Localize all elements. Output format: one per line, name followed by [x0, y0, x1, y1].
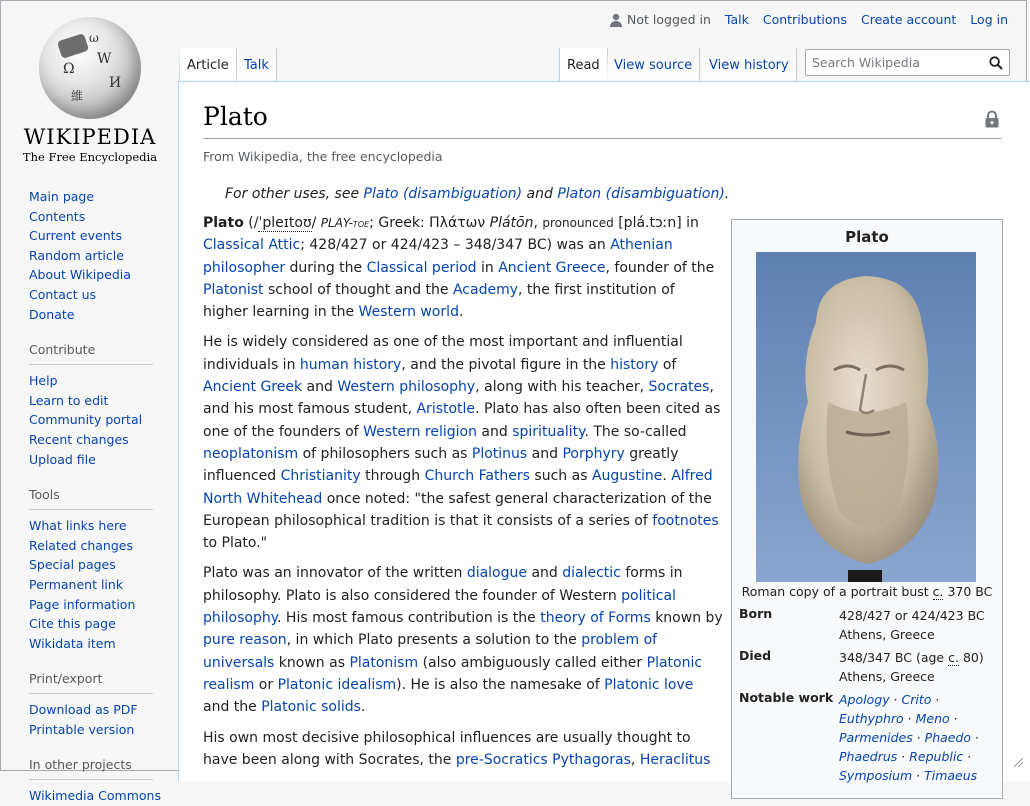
tab-talk[interactable]: Talk — [237, 48, 277, 81]
sidebar-item-learn-to-edit[interactable]: Learn to edit — [29, 392, 109, 408]
link-parmenides[interactable]: Parmenides — [839, 730, 913, 745]
infobox-row-died — [739, 648, 1001, 686]
tab-read[interactable]: Read — [559, 48, 608, 81]
link-pythagoras[interactable]: Pythagoras — [552, 751, 631, 768]
link-phaedrus[interactable]: Phaedrus — [839, 749, 898, 764]
search-input[interactable] — [806, 50, 983, 75]
sidebar-item-community-portal[interactable]: Community portal — [29, 412, 143, 428]
link-classical-period[interactable]: Classical period — [366, 259, 477, 276]
link-apology[interactable]: Apology — [839, 692, 890, 707]
sidebar-projects-nav — [29, 786, 161, 806]
paragraph-influence: He is widely considered as one of the most important and influential individuals in human history, and the pivotal figure in the history of Ancient Greek and Western philosophy, along with his teacher, Socrates, and his most famous student, Aristotle. Plato has also often been cited as one of the founders of Western religion and spirituality. The so-called neoplatonism of philosophers such as Plotinus and Porphyry greatly influenced Christianity through Church Fathers such as Augustine. Alfred North Whitehead once noted: "the safest general characterization of the European philosophical tradition is that it consists of a series of footnotes to Plato." — [203, 334, 721, 552]
title-divider — [203, 138, 1002, 139]
sidebar-print-nav — [29, 700, 153, 739]
ipa-classical[interactable]: [plá.tɔːn] — [618, 215, 682, 231]
sidebar-tools-nav — [29, 516, 153, 653]
puzzle-globe-icon: Ω W И 維 ω — [39, 17, 141, 119]
wikipedia-wordmark: WIKIPEDIA — [23, 125, 157, 149]
sidebar-item-recent-changes[interactable]: Recent changes — [29, 431, 129, 447]
link-dialectic[interactable]: dialectic — [562, 565, 621, 582]
link-platonic-realism[interactable]: Platonic realism — [203, 654, 703, 693]
sidebar-item-main-page[interactable]: Main page — [29, 189, 95, 204]
link-euthyphro[interactable]: Euthyphro — [839, 711, 904, 726]
link-platonic-solids[interactable]: Platonic solids — [261, 699, 361, 716]
tab-view-source[interactable]: View source — [607, 48, 700, 81]
paragraph-intro: Plato (/ˈpleɪtoʊ/ PLAY-toe; Greek: Πλάτων Plátōn, pronounced [plá.tɔːn] in Classical Attic; 428/427 or 424/423 – 348/347 BC) was an Athenian philosopher during the Classical period in Ancient Greece, founder of the Platonist school of thought and the Academy, the first institution of higher learning in the Western world. — [203, 215, 715, 321]
born-label: Born — [739, 606, 773, 621]
sidebar-item-help[interactable]: Help — [29, 373, 58, 389]
died-label: Died — [739, 648, 772, 663]
link-western-religion[interactable]: Western religion — [363, 423, 477, 440]
user-status — [610, 12, 711, 27]
contributions-link[interactable]: Contributions — [762, 12, 847, 27]
personal-talk-link[interactable]: Talk — [724, 12, 749, 27]
link-heraclitus[interactable]: Heraclitus — [639, 751, 711, 768]
link-theory-of-forms[interactable]: theory of Forms — [540, 610, 651, 627]
link-timaeus[interactable]: Timaeus — [924, 768, 978, 783]
login-link[interactable]: Log in — [970, 12, 1008, 27]
lock-icon[interactable] — [985, 110, 999, 128]
transliteration: Plátōn — [489, 215, 534, 231]
sidebar-heading-tools: Tools — [29, 487, 153, 510]
link-symposium[interactable]: Symposium — [839, 768, 913, 783]
sidebar-item-printable-version[interactable]: Printable version — [29, 721, 135, 737]
born-value: 428/427 or 424/423 BC Athens, Greece — [839, 608, 985, 642]
wikipedia-tagline: The Free Encyclopedia — [22, 150, 158, 164]
notable-work-label: Notable work — [739, 690, 834, 705]
link-plato-disambiguation[interactable]: Plato (disambiguation) — [363, 186, 523, 202]
link-platonism[interactable]: Platonism — [349, 654, 419, 671]
sidebar-item-related-changes[interactable]: Related changes — [29, 537, 133, 553]
sidebar-main-nav — [29, 187, 153, 324]
link-platonic-idealism[interactable]: Platonic idealism — [277, 676, 397, 693]
create-account-link[interactable]: Create account — [860, 12, 957, 27]
link-philosopher[interactable]: philosopher — [203, 259, 286, 276]
greek-name: Πλάτων — [429, 215, 486, 231]
link-alfred-north-whitehead[interactable]: Alfred North Whitehead — [203, 468, 713, 507]
search-box — [805, 49, 1010, 76]
link-phaedo[interactable]: Phaedo — [924, 730, 972, 745]
infobox-title: Plato — [845, 228, 889, 246]
infobox-caption: Roman copy of a portrait bust c. 370 BC — [741, 584, 993, 599]
link-porphyry[interactable]: Porphyry — [562, 445, 625, 462]
sidebar-contribute-nav — [29, 371, 153, 469]
link-western-philosophy[interactable]: Western philosophy — [337, 379, 476, 396]
link-neoplatonism[interactable]: neoplatonism — [203, 445, 299, 462]
sidebar-item-about-wikipedia[interactable]: About Wikipedia — [29, 267, 131, 283]
sidebar-item-donate[interactable]: Donate — [29, 306, 75, 322]
link-plotinus[interactable]: Plotinus — [471, 445, 528, 462]
ipa-pronunciation[interactable]: ˈpleɪtoʊ — [258, 215, 312, 231]
link-ancient-greece[interactable]: Ancient Greece — [498, 259, 606, 276]
link-academy[interactable]: Academy — [452, 281, 518, 298]
site-subtitle: From Wikipedia, the free encyclopedia — [203, 149, 443, 164]
pronounced-label: pronounced — [542, 216, 614, 230]
user-icon — [610, 13, 622, 27]
notable-work-value: Apology · Crito · Euthyphro · Meno · Parmenides · Phaedo · Phaedrus · Republic · Symposium · Timaeus — [839, 692, 980, 783]
sidebar-heading-contribute: Contribute — [29, 342, 153, 365]
link-socrates[interactable]: Socrates — [648, 379, 710, 396]
link-platonic-love[interactable]: Platonic love — [604, 676, 694, 693]
link-crito[interactable]: Crito — [901, 692, 932, 707]
link-church-fathers[interactable]: Church Fathers — [424, 468, 530, 485]
sidebar-heading-other-projects: In other projects — [29, 757, 153, 780]
sidebar-item-permanent-link[interactable]: Permanent link — [29, 576, 124, 592]
plato-bust-image[interactable] — [756, 252, 976, 582]
infobox — [731, 219, 1003, 799]
not-logged-in-label: Not logged in — [627, 12, 711, 27]
link-platonist[interactable]: Platonist — [203, 281, 264, 298]
article-content — [178, 81, 1030, 781]
search-icon — [989, 56, 1003, 70]
link-ancient-greek[interactable]: Ancient Greek — [203, 379, 303, 396]
paragraph-influences: His own most decisive philosophical influences are usually thought to have been along with Socrates, the pre-Socratics Pythagoras, Heraclitus — [203, 729, 711, 768]
link-political-philosophy[interactable]: political philosophy — [203, 587, 676, 627]
sidebar-item-contact-us[interactable]: Contact us — [29, 286, 97, 302]
link-republic[interactable]: Republic — [909, 749, 964, 764]
sidebar-item-page-information[interactable]: Page information — [29, 596, 136, 612]
link-aristotle[interactable]: Aristotle — [416, 401, 476, 418]
link-footnotes[interactable]: footnotes — [652, 512, 719, 529]
sidebar-item-random-article[interactable]: Random article — [29, 247, 124, 263]
sidebar-heading-print-export: Print/export — [29, 671, 153, 694]
hatnote: For other uses, see Plato (disambiguation) and Platon (disambiguation). — [225, 186, 730, 202]
link-dialogue[interactable]: dialogue — [466, 565, 527, 582]
sidebar-item-current-events[interactable]: Current events — [29, 228, 123, 244]
sidebar — [29, 187, 161, 806]
link-human-history[interactable]: human history — [299, 356, 402, 373]
sidebar-item-special-pages[interactable]: Special pages — [29, 557, 116, 573]
link-western-world[interactable]: Western world — [358, 304, 459, 321]
sidebar-item-wikidata-item[interactable]: Wikidata item — [29, 635, 116, 651]
infobox-row-born — [739, 606, 1001, 644]
tab-view-history[interactable]: View history — [702, 48, 797, 81]
link-classical-attic[interactable]: Classical Attic — [203, 237, 301, 254]
link-pure-reason[interactable]: pure reason — [203, 632, 287, 649]
wikipedia-logo[interactable] — [15, 9, 165, 164]
respelling: PLAY-toe — [320, 216, 370, 230]
page-title: Plato — [203, 102, 268, 131]
bust-illustration — [756, 252, 976, 582]
paragraph-innovations: Plato was an innovator of the written dialogue and dialectic forms in philosophy. Plato is also considered the founder of Western political philosophy. His most famous contribution is the theory of Forms known by pure reason, in which Plato presents a solution to the problem of universals known as Platonism (also ambiguously called either Platonic realism or Platonic idealism). He is also the namesake of Platonic love and the Platonic solids. — [203, 565, 723, 716]
link-spirituality[interactable]: spirituality — [512, 423, 585, 440]
link-problem-of-universals[interactable]: problem of universals — [203, 632, 658, 671]
article-body — [203, 212, 723, 779]
link-athenian[interactable]: Athenian — [610, 237, 673, 254]
sidebar-item-contents[interactable]: Contents — [29, 208, 86, 224]
infobox-row-notable-work — [739, 690, 1001, 785]
died-value: 348/347 BC (age c. 80) Athens, Greece — [839, 650, 984, 684]
link-meno[interactable]: Meno — [915, 711, 950, 726]
sidebar-item-upload-file[interactable]: Upload file — [29, 451, 96, 467]
link-pre-socratics[interactable]: pre-Socratics — [455, 751, 548, 768]
resize-grip-icon[interactable] — [1012, 756, 1024, 768]
subject-name: Plato — [203, 215, 244, 231]
personal-tools — [610, 12, 1008, 27]
link-platon-disambiguation[interactable]: Platon (disambiguation) — [557, 186, 725, 202]
sidebar-item-download-pdf[interactable]: Download as PDF — [29, 702, 138, 718]
sidebar-item-what-links-here[interactable]: What links here — [29, 518, 127, 534]
link-christianity[interactable]: Christianity — [280, 468, 361, 485]
sidebar-item-cite-this-page[interactable]: Cite this page — [29, 616, 116, 632]
link-augustine[interactable]: Augustine — [591, 468, 663, 485]
sidebar-item-wikimedia-commons[interactable]: Wikimedia Commons — [29, 788, 161, 804]
link-history[interactable]: history — [610, 356, 659, 373]
search-button[interactable] — [983, 50, 1009, 75]
tab-article[interactable]: Article — [180, 48, 237, 81]
